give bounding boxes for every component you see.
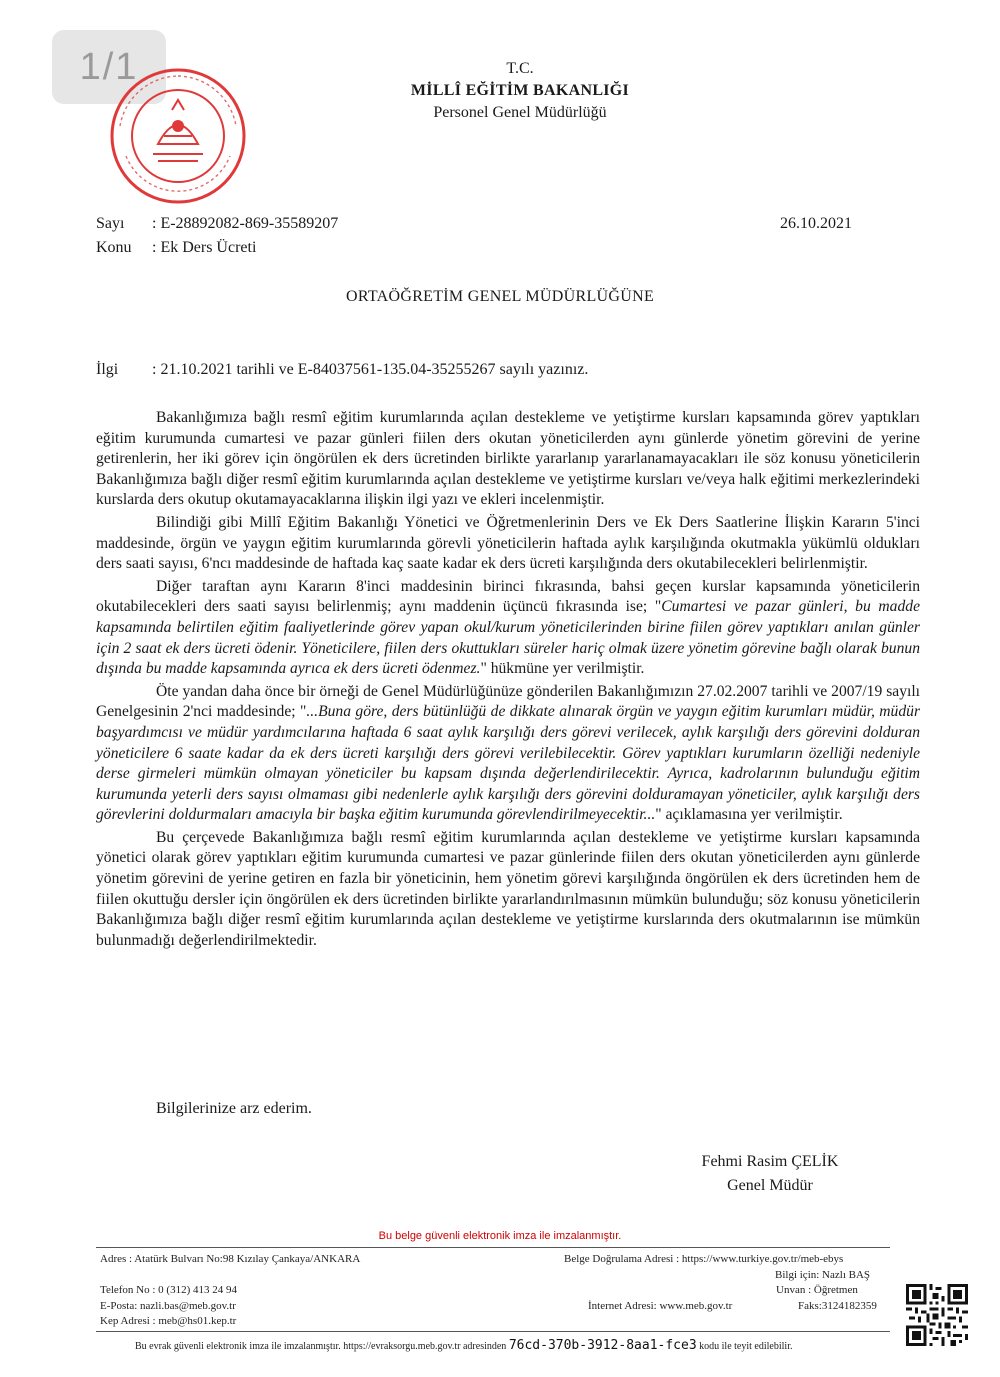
qr-code-icon [906,1284,968,1346]
paragraph-5: Bu çerçevede Bakanlığımıza bağlı resmî eğitim kurumlarında açılan destekleme ve yetiştirme kursları kapsamında yönetici olarak görev yaptıkları eğitim kurumunda cumartesi ve pazar günlerinde fiilen ders okutan yöneticilerden aynı günlerde yönetim görevini de yerine getiren en fazla bir yöneticinin, hem yönetim görevi karşılığında öngörülen ek ders ücretinden hem de fiilen okuttuğu dersler için öngörülen ek ders ücretinden birlikte yararlandırılmasının mümkün bulunduğu; söz konusu yöneticilerin Bakanlığımıza bağlı diğer resmî eğitim kurumlarında açılan destekleme ve yetiştirme kurslarında ders okutmalarının ise mümkün bulunmadığı değerlendirilmektedir. [96,828,920,949]
paragraph-4-intro: Öte yandan daha önce bir örneği de Genel Müdürlüğünüze gönderilen Bakanlığımızın 27.02.2007 tarihli ve 2007/19 sayılı Genelgesinin 2'nci maddesinde; " [96,682,920,721]
footer-divider [96,1247,890,1248]
footer-verify-address: Belge Doğrulama Adresi : https://www.turkiye.gov.tr/meb-ebys [564,1253,844,1265]
footer-address: Adres : Atatürk Bulvarı No:98 Kızılay Çankaya/ANKARA [100,1253,361,1265]
document-date: 26.10.2021 [780,215,852,232]
footer-info-contact: Bilgi için: Nazlı BAŞ [775,1269,871,1281]
sayi-value: : E-28892082-869-35589207 [152,215,339,232]
document-body [96,408,920,953]
sayi-row [96,215,338,233]
paragraph-2: Bilindiği gibi Millî Eğitim Bakanlığı Yönetici ve Öğretmenlerinin Ders ve Ek Ders Saatlerine İlişkin Kararın 5'inci maddesinde, örgün ve yaygın eğitim kurumlarında görevli yöneticilerin haftada aylık karşılığında okutmakla yükümlü oldukları ders saati sayısı, 6'ncı maddesinde de haftada kaç saate kadar ek ders ücreti karşılığında ders okutabilecekleri belirlenmiştir. [96,513,920,573]
verification-line [135,1338,792,1353]
ministry-seal-logo [108,66,248,206]
footer-title-contact: Unvan : Öğretmen [776,1284,858,1296]
signatory-name: Fehmi Rasim ÇELİK [701,1153,839,1170]
ilgi-label: İlgi [96,361,119,378]
footer-fax: Faks:3124182359 [798,1300,877,1312]
verify-prefix: Bu evrak güvenli elektronik imza ile imzalanmıştır. https://evraksorgu.meb.gov.tr adresinden [135,1341,507,1352]
closing-line: Bilgilerinize arz ederim. [156,1100,312,1117]
paragraph-1: Bakanlığımıza bağlı resmî eğitim kurumlarında açılan destekleme ve yetiştirme kursları kapsamında görev yaptıkları eğitim kurumunda cumartesi ve pazar günleri fiilen ders okutan yöneticilerden aynı günlerde yönetim görevini de yerine getirenlerin, her iki görev için öngörülen ek ders ücretinden birlikte yararlanıp yararlanamayacakları ile söz konusu yöneticilerin Bakanlığımıza bağlı diğer resmî eğitim kurumlarında açılan destekleme ve yetiştirme kursları ve/veya halk eğitimi merkezlerindeki kurslarda ders okutup okutamayacaklarına ilişkin ilgi yazı ve ekleri incelenmiştir. [96,409,920,509]
addressee: ORTAÖĞRETİM GENEL MÜDÜRLÜĞÜNE [345,288,655,305]
ilgi-value: : 21.10.2021 tarihli ve E-84037561-135.04-35255267 sayılı yazınız. [152,361,589,378]
header-tc: T.C. [506,60,534,77]
header-department: Personel Genel Müdürlüğü [433,104,607,121]
footer-phone: Telefon No : 0 (312) 413 24 94 [100,1284,238,1296]
document-header [300,58,740,124]
signature-block [650,1150,890,1198]
paragraph-3-intro: Diğer taraftan aynı Kararın 8'inci maddesinin birinci fıkrasında, bahsi geçen kurslar kapsamında yöneticilerin okutabilecekleri ders saati sayısı belirlenmiş; aynı maddenin üçüncü fıkrasında ise; " [96,577,920,616]
paragraph-4-quote: ...Buna göre, ders bütünlüğü de dikkate alınarak örgün ve yaygın eğitim kurumları müdür, müdür başyardımcısı ve müdür yardımcılarına haftada 6 saat aylık karşılığı ders görevi verilecek, aylık karşılığı ders görevini dolduran yöneticilere 6 saate kadar da ek ders ücreti karşılığı ders görevi verilebilecektir. Görev yaptıkları kurumların özelliği nedeniyle derse girmeleri mümkün olmayan yöneticiler bu kapsam dışında değerlendirilecektir. Ayrıca, kadrolarının bulunduğu eğitim kurumunda yeterli ders sayısı olmaması gibi nedenlerle aylık karşılığı ders görevini dolduramayan yöneticiler, aylık karşılığı ders görevlerini doldurmaları amacıyla bir başka eğitim kurumunda görevlendirilmeyecektir... [96,703,921,824]
konu-label: Konu [96,239,132,256]
footer-email: E-Posta: nazli.bas@meb.gov.tr [100,1300,236,1312]
sayi-label: Sayı [96,215,125,232]
paragraph-3-quote: Cumartesi ve pazar günleri, bu madde kapsamında belirtilen eğitim faaliyetlerinde görev yapan okul/kurum yöneticilerinden birine fiilen görev yaptıkları anılan günler için 2 saat ek ders ücreti ödenir. Yöneticilere, fiilen ders okuttukları süreler hariç olmak üzere yönetim görevine bağlı olarak bunun dışında bu madde kapsamında ayrıca ek ders ücreti ödenmez. [96,598,920,678]
page-counter: 1/1 [52,30,166,104]
paragraph-3-end: " hükmüne yer verilmiştir. [480,660,645,678]
konu-row [96,239,256,257]
header-ministry: MİLLÎ EĞİTİM BAKANLIĞI [410,82,630,99]
esign-notice: Bu belge güvenli elektronik imza ile imzalanmıştır. [378,1230,622,1242]
paragraph-4 [96,682,920,826]
paragraph-4-end: " açıklamasına yer verilmiştir. [655,806,843,824]
signatory-title: Genel Müdür [727,1177,813,1194]
footer-divider-bottom [96,1331,890,1332]
footer-kep: Kep Adresi : meb@hs01.kep.tr [100,1315,237,1327]
paragraph-3 [96,577,920,680]
konu-value: : Ek Ders Ücreti [152,239,257,256]
verify-code: 76cd-370b-3912-8aa1-fce3 [508,1338,697,1353]
ilgi-row [96,361,588,379]
verify-suffix: kodu ile teyit edilebilir. [699,1341,793,1352]
footer-internet: İnternet Adresi: www.meb.gov.tr [588,1300,733,1312]
